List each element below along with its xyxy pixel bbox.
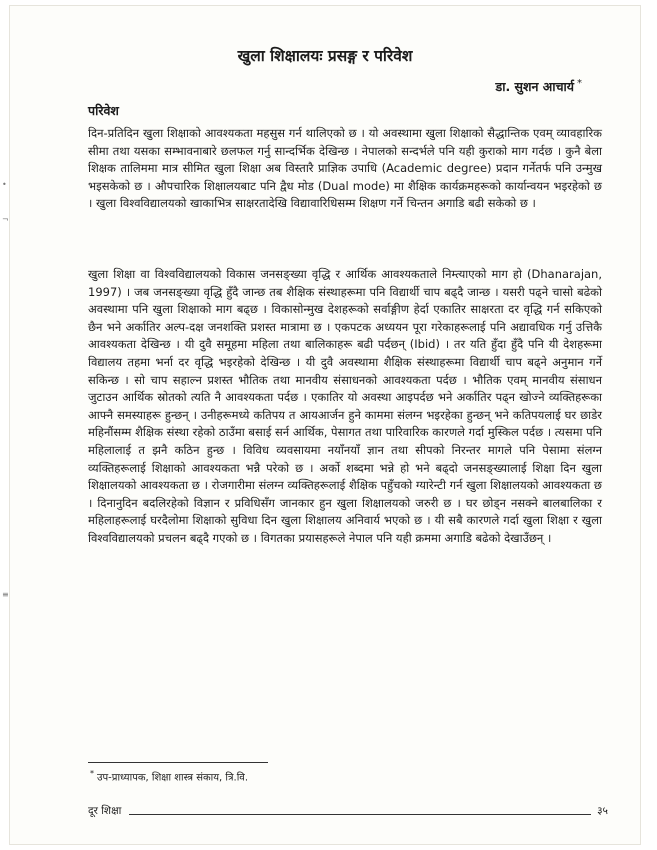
- footnote: [90, 769, 248, 783]
- scan-margin-mark: ¬: [2, 215, 9, 224]
- footnote-divider: [88, 762, 268, 763]
- paragraph-2: खुला शिक्षा वा विश्वविद्यालयको विकास जनसङ्ख्या वृद्धि र आर्थिक आवश्यकताले निम्त्याएको माग हो (Dhanarajan, 1997) । जब जनसङ्ख्या वृद्धि हुँदै जान्छ तब शैक्षिक संस्थाहरूमा पनि विद्यार्थी चाप बढ्दै जान्छ । यसरी पढ्ने चासो बढेको अवस्थामा पनि खुला शिक्षाको माग बढ्छ । विकासोन्मुख देशहरूको सर्वाङ्गीण हेर्दा एकातिर साक्षरता दर वृद्धि गर्न सकिएको छैन भने अर्कातिर अल्प-दक्ष जनशक्ति प्रशस्त मात्रामा छ । एकपटक अध्ययन पूरा गरेकाहरूलाई पनि अद्यावधिक गर्नु उत्तिकै आवश्यकता देखिन्छ । यी दुवै समूहमा महिला तथा बालिकाहरू बढी पर्दछन् (Ibid) । तर यति हुँदा हुँदै पनि यी देशहरूमा विद्यालय तहमा भर्ना दर वृद्धि भइरहेको देखिन्छ । यी दुवै अवस्थामा शैक्षिक संस्थाहरूमा विद्यार्थी चाप बढ्ने अनुमान गर्ने सकिन्छ । सो चाप सहाल्न प्रशस्त भौतिक तथा मानवीय संसाधनको आवश्यकता पर्दछ । भौतिक एवम् मानवीय संसाधन जुटाउन आर्थिक स्रोतको त्यति नै आवश्यकता पर्दछ । एकातिर यो अवस्था आइपर्दछ भने अर्कातिर पढ्न खोज्ने व्यक्तिहरूका आफ्नै समस्याहरू हुन्छन् । उनीहरूमध्ये कतिपय त आयआर्जन हुने काममा संलग्न भइरहेका हुन्छन् भने कतिपयलाई घर छाडेर महिनौंसम्म शैक्षिक संस्था रहेको ठाउँमा बसाई सर्न आर्थिक, पेसागत तथा पारिवारिक कारणले गर्दा मुस्किल पर्दछ । त्यसमा पनि महिलालाई त झनै कठिन हुन्छ । विविध व्यवसायमा नयाँनयाँ ज्ञान तथा सीपको निरन्तर मागले पनि पेसामा संलग्न व्यक्तिहरूलाई शिक्षाको आवश्यकता भन्नै परेको छ । अर्को शब्दमा भन्ने हो भने बढ्दो जनसङ्ख्यालाई शिक्षा दिन खुला शिक्षालयको आवश्यकता छ । रोजगारीमा संलग्न व्यक्तिहरूलाई शैक्षिक पहुँचको ग्यारेन्टी गर्न खुला शिक्षालयको आवश्यकता छ । दिनानुदिन बदलिरहेको विज्ञान र प्रविधिसँग जानकार हुन खुला शिक्षालयको जरुरी छ । घर छोड्न नसक्ने बालबालिका र महिलाहरूलाई घरदैलोमा शिक्षाको सुविधा दिन खुला शिक्षालय अनिवार्य भएको छ । यी सबै कारणले गर्दा खुला शिक्षा र खुला विश्वविद्यालयको प्रचलन बढ्दै गएको छ । विगतका प्रयासहरूले नेपाल पनि यही क्रममा अगाडि बढेको देखाउँछन् ।: [88, 267, 602, 545]
- section-heading: परिवेश: [88, 103, 119, 118]
- author-line: [496, 78, 582, 95]
- document-page: [10, 6, 640, 844]
- author-footnote-marker: *: [577, 78, 582, 89]
- journal-name: दूर शिक्षा: [88, 805, 122, 817]
- page-footer: [88, 804, 608, 818]
- scan-margin-mark: •: [2, 180, 7, 189]
- author-name: डा. सुशन आचार्य: [495, 79, 574, 95]
- paragraph-1: दिन-प्रतिदिन खुला शिक्षाको आवश्यकता महसुस गर्न थालिएको छ । यो अवस्थामा खुला शिक्षाको सैद्धान्तिक एवम् व्यावहारिक सीमा तथा यसका सम्भावनाबारे छलफल गर्नु सान्दर्भिक देखिन्छ । नेपालको सन्दर्भले पनि यही कुराको माग गर्दछ । कुनै बेला शिक्षक तालिममा मात्र सीमित खुला शिक्षा अब विस्तारै प्राज्ञिक उपाधि (Academic degree) प्रदान गर्नेतर्फ पनि उन्मुख भइसकेको छ । औपचारिक शिक्षालयबाट पनि द्वैध मोड (Dual mode) मा शैक्षिक कार्यक्रमहरूको कार्यान्वयन भइरहेको छ । खुला विश्वविद्यालयको खाकाभित्र साक्षरतादेखि विद्यावारिधिसम्म शिक्षण गर्ने चिन्तन अगाडि बढी सकेको छ ।: [88, 126, 602, 211]
- footnote-text: उप-प्राध्यापक, शिक्षा शास्त्र संकाय, त्रि.वि.: [97, 772, 249, 784]
- page-number: ३५: [597, 805, 608, 817]
- scan-margin-mark: ≡: [2, 590, 9, 599]
- footnote-marker: *: [90, 769, 94, 778]
- article-title: खुला शिक्षालयः प्रसङ्ग र परिवेश: [237, 47, 413, 65]
- footer-rule: [129, 814, 591, 815]
